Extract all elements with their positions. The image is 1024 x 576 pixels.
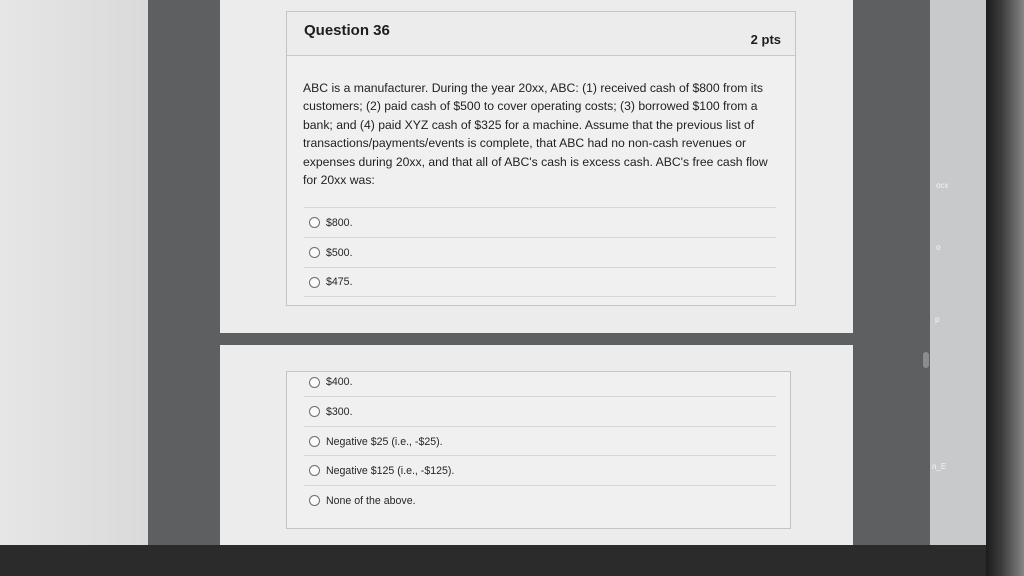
answer-label: $800. <box>326 216 353 229</box>
monitor-bottom-bezel <box>0 545 986 576</box>
desktop-label-fragment: p <box>935 315 940 324</box>
scrollbar-thumb[interactable] <box>923 352 929 368</box>
answer-option[interactable] <box>304 237 776 267</box>
answer-label: Negative $125 (i.e., -$125). <box>326 464 455 477</box>
radio-button-icon[interactable] <box>309 465 320 476</box>
question-title: Question 36 <box>304 22 390 39</box>
answer-label: None of the above. <box>326 494 416 507</box>
answer-option[interactable] <box>304 426 776 456</box>
answer-label: Negative $25 (i.e., -$25). <box>326 435 443 448</box>
answer-label: $400. <box>326 376 353 388</box>
answer-option[interactable] <box>304 455 776 485</box>
desktop-strip <box>930 0 986 545</box>
question-text: ABC is a manufacturer. During the year 20xx, ABC: (1) received cash of $800 from its customers; (2) paid cash of $500 to cover operating costs; (3) borrowed $100 from a bank; and (4) paid XYZ cash of $325 for a machine. Assume that the previous list of transactions/payments/events is complete, that ABC had no non-cash revenues or expenses during 20xx, and that all of ABC's cash is excess cash. ABC's free cash flow for 20xx was: <box>303 81 768 188</box>
answer-option[interactable] <box>304 207 776 237</box>
answer-option[interactable] <box>304 267 776 297</box>
answer-label: $475. <box>326 276 353 288</box>
radio-button-icon[interactable] <box>309 217 320 228</box>
radio-button-icon[interactable] <box>309 406 320 417</box>
answer-label: $300. <box>326 405 353 418</box>
radio-button-icon[interactable] <box>309 436 320 447</box>
answer-option[interactable] <box>304 485 776 515</box>
radio-button-icon[interactable] <box>309 495 320 506</box>
monitor-bezel <box>986 0 1024 576</box>
desktop-label-fragment: ocx <box>936 181 949 190</box>
radio-button-icon[interactable] <box>309 277 320 288</box>
question-header <box>287 12 795 56</box>
question-points: 2 pts <box>750 32 781 47</box>
answer-option[interactable] <box>304 396 776 426</box>
answer-label: $500. <box>326 246 353 259</box>
background-left <box>0 0 148 576</box>
desktop-label-fragment: o <box>936 243 941 252</box>
answer-option[interactable] <box>304 367 776 397</box>
radio-button-icon[interactable] <box>309 247 320 258</box>
radio-button-icon[interactable] <box>309 377 320 388</box>
desktop-label-fragment: n_E <box>932 462 947 471</box>
